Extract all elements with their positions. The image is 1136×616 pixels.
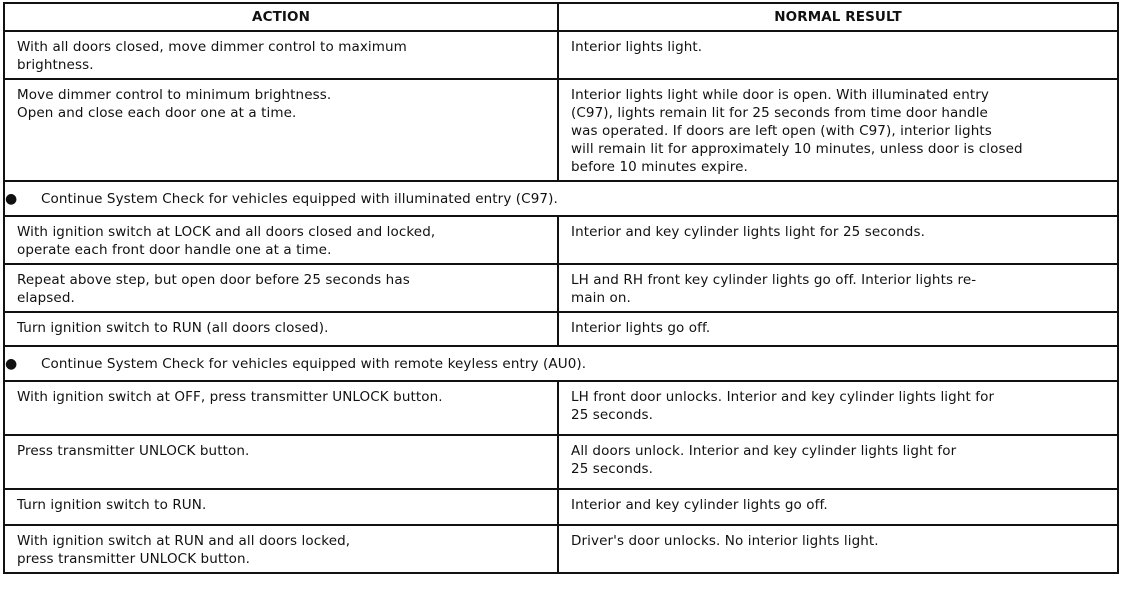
note-text-au0: Continue System Check for vehicles equipped with remote keyless entry (AU0). bbox=[41, 355, 587, 372]
result-text: Interior lights light. bbox=[571, 39, 703, 55]
note-cell bbox=[4, 181, 1118, 216]
table-row bbox=[4, 216, 1118, 264]
result-text: All doors unlock. Interior and key cylinder lights light for 25 seconds. bbox=[571, 443, 957, 477]
result-text: LH front door unlocks. Interior and key cylinder lights light for 25 seconds. bbox=[571, 389, 995, 423]
table-row bbox=[4, 381, 1118, 435]
result-cell bbox=[558, 216, 1118, 264]
note-row-c97 bbox=[4, 181, 1118, 216]
action-cell bbox=[4, 31, 558, 79]
action-cell bbox=[4, 489, 558, 525]
result-text: Interior lights go off. bbox=[571, 320, 711, 336]
action-cell bbox=[4, 381, 558, 435]
action-text: Repeat above step, but open door before 25 seconds has elapsed. bbox=[17, 272, 410, 306]
result-cell bbox=[558, 312, 1118, 346]
result-cell bbox=[558, 264, 1118, 312]
action-text: With ignition switch at RUN and all doors locked, press transmitter UNLOCK button. bbox=[17, 533, 351, 567]
action-column-header: ACTION bbox=[4, 3, 558, 31]
table-row bbox=[4, 264, 1118, 312]
action-text: Turn ignition switch to RUN. bbox=[17, 497, 207, 513]
result-text: Driver's door unlocks. No interior lights light. bbox=[571, 533, 879, 549]
result-cell bbox=[558, 525, 1118, 573]
action-cell bbox=[4, 264, 558, 312]
action-cell bbox=[4, 435, 558, 489]
note-row-au0 bbox=[4, 346, 1118, 381]
table-row bbox=[4, 525, 1118, 573]
normal-result-column-header: NORMAL RESULT bbox=[558, 3, 1118, 31]
system-check-table bbox=[3, 2, 1119, 574]
table-row bbox=[4, 79, 1118, 181]
action-cell bbox=[4, 525, 558, 573]
result-text: LH and RH front key cylinder lights go off. Interior lights re- main on. bbox=[571, 272, 977, 306]
action-cell bbox=[4, 312, 558, 346]
table-row bbox=[4, 31, 1118, 79]
bullet-icon: ● bbox=[5, 190, 18, 207]
table-row bbox=[4, 489, 1118, 525]
table-row bbox=[4, 435, 1118, 489]
result-cell bbox=[558, 381, 1118, 435]
action-text: Press transmitter UNLOCK button. bbox=[17, 443, 250, 459]
table-row bbox=[4, 312, 1118, 346]
result-text: Interior and key cylinder lights light for 25 seconds. bbox=[571, 224, 925, 240]
note-cell bbox=[4, 346, 1118, 381]
action-text: Turn ignition switch to RUN (all doors closed). bbox=[17, 320, 329, 336]
result-text: Interior and key cylinder lights go off. bbox=[571, 497, 828, 513]
action-text: Move dimmer control to minimum brightness. Open and close each door one at a time. bbox=[17, 87, 332, 121]
action-cell bbox=[4, 79, 558, 181]
note-text-c97: Continue System Check for vehicles equipped with illuminated entry (C97). bbox=[41, 190, 558, 207]
action-text: With all doors closed, move dimmer control to maximum brightness. bbox=[17, 39, 407, 73]
result-cell bbox=[558, 31, 1118, 79]
action-cell bbox=[4, 216, 558, 264]
result-cell bbox=[558, 489, 1118, 525]
action-text: With ignition switch at OFF, press transmitter UNLOCK button. bbox=[17, 389, 443, 405]
result-cell bbox=[558, 435, 1118, 489]
result-cell bbox=[558, 79, 1118, 181]
result-text: Interior lights light while door is open. With illuminated entry (C97), lights remain lit for 25 seconds from time door handle was operated. If doors are left open (with C97), interior lights will remain lit for approximately 10 minutes, unless door is closed before 10 minutes expire. bbox=[571, 87, 1023, 175]
action-text: With ignition switch at LOCK and all doors closed and locked, operate each front door handle one at a time. bbox=[17, 224, 436, 258]
table-header-row bbox=[4, 3, 1118, 31]
bullet-icon: ● bbox=[5, 355, 18, 372]
